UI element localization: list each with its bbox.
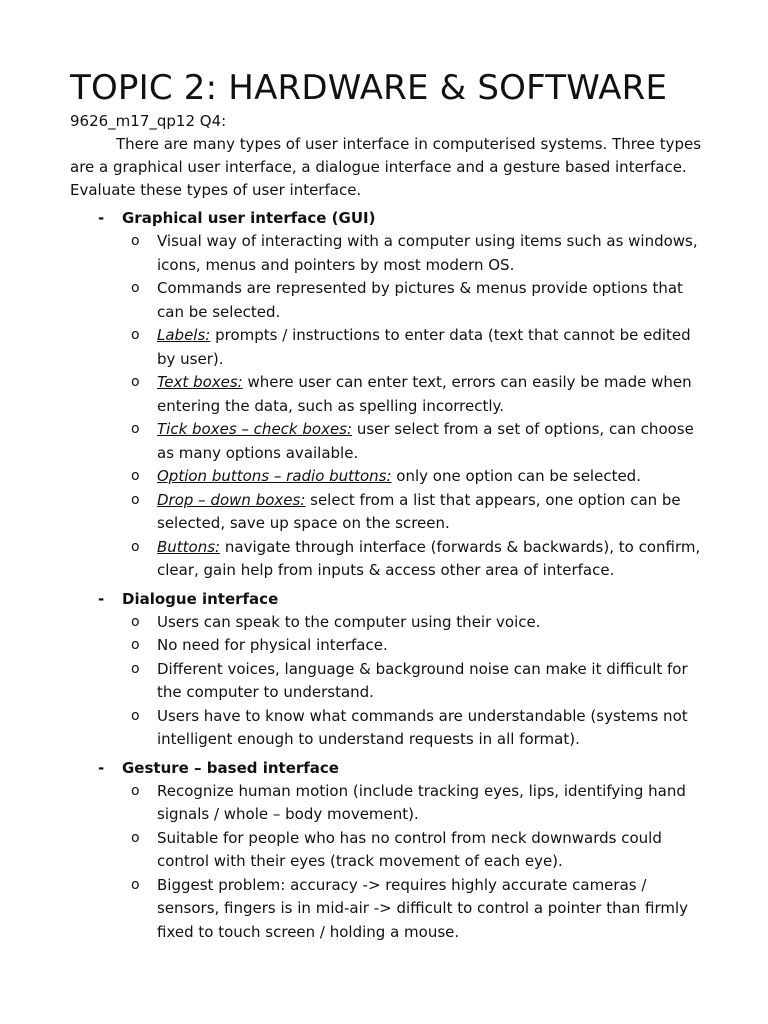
circle-bullet-icon: o: [131, 707, 140, 724]
question-reference: 9626_m17_qp12 Q4:: [70, 112, 227, 130]
circle-bullet-icon: o: [131, 829, 140, 846]
dash-bullet-icon: -: [98, 209, 105, 227]
circle-bullet-icon: o: [131, 468, 140, 484]
circle-bullet-icon: o: [131, 876, 140, 893]
point-text: where user can enter text, errors can easily be made when entering the data, such as spelling incorrectly.: [157, 373, 692, 415]
point-text: user select from a set of options, can choose as many options available.: [157, 420, 694, 462]
term-label: Tick boxes – check boxes:: [157, 420, 353, 438]
list-item: [70, 780, 710, 827]
circle-bullet-icon: o: [131, 233, 140, 249]
point-text: Recognize human motion (include tracking eyes, lips, identifying hand signals / whole – body movement).: [157, 781, 686, 823]
point-text: Different voices, language & background noise can make it difficult for the computer to understand.: [157, 659, 688, 701]
list-item: [70, 277, 710, 324]
list-item: [70, 827, 710, 874]
section-heading-text: Dialogue interface: [122, 589, 279, 608]
answer-section: [70, 207, 710, 583]
list-item: [70, 874, 710, 945]
point-list: [70, 230, 710, 583]
list-item: [70, 705, 710, 752]
term-label: Labels:: [157, 326, 211, 344]
term-label: Drop – down boxes:: [157, 490, 306, 509]
section-heading: [70, 757, 710, 780]
term-label: Buttons:: [157, 537, 221, 556]
circle-bullet-icon: o: [131, 637, 140, 653]
point-text: Commands are represented by pictures & menus provide options that can be selected.: [157, 279, 683, 321]
point-list: [70, 611, 710, 752]
question-text: There are many types of user interface in computerised systems. Three types are a graphical user interface, a dialogue interface and a gesture based interface. Evaluate these types of user interface.: [70, 135, 702, 199]
point-text: Users have to know what commands are understandable (systems not intelligent enough to understand requests in all format).: [157, 706, 688, 748]
circle-bullet-icon: o: [131, 660, 140, 677]
point-list: [70, 780, 710, 945]
circle-bullet-icon: o: [131, 538, 140, 555]
point-text: only one option can be selected.: [391, 467, 641, 485]
answer-sections: [70, 207, 710, 944]
circle-bullet-icon: o: [131, 374, 140, 390]
point-text: Visual way of interacting with a computer using items such as windows, icons, menus and pointers by most modern OS.: [157, 232, 698, 274]
answer-section: [70, 588, 710, 752]
point-text: navigate through interface (forwards & backwards), to confirm, clear, gain help from inputs & access other area of interface.: [157, 537, 701, 579]
term-label: Option buttons – radio buttons:: [157, 467, 392, 485]
circle-bullet-icon: o: [131, 782, 140, 799]
circle-bullet-icon: o: [131, 421, 140, 437]
point-text: Users can speak to the computer using their voice.: [157, 612, 541, 631]
point-text: Suitable for people who has no control from neck downwards could control with their eyes (track movement of each eye).: [157, 828, 662, 870]
list-item: [70, 418, 710, 465]
circle-bullet-icon: o: [131, 280, 140, 296]
circle-bullet-icon: o: [131, 613, 140, 630]
circle-bullet-icon: o: [131, 491, 140, 508]
list-item: [70, 658, 710, 705]
answer-section: [70, 757, 710, 945]
point-text: Biggest problem: accuracy -> requires highly accurate cameras / sensors, fingers is in mid-air -> difficult to control a pointer than firmly fixed to touch screen / holding a mouse.: [157, 875, 689, 941]
section-heading: [70, 588, 710, 611]
section-heading-text: Gesture – based interface: [122, 758, 339, 777]
page-title: TOPIC 2: HARDWARE & SOFTWARE: [70, 68, 668, 108]
list-item: [70, 634, 710, 658]
circle-bullet-icon: o: [131, 327, 140, 343]
dash-bullet-icon: -: [98, 589, 105, 608]
list-item: [70, 230, 710, 277]
list-item: [70, 371, 710, 418]
term-label: Text boxes:: [157, 373, 243, 391]
list-item: [70, 324, 710, 371]
section-heading: [70, 207, 710, 230]
point-text: prompts / instructions to enter data (text that cannot be edited by user).: [157, 326, 691, 368]
dash-bullet-icon: -: [98, 758, 105, 777]
point-text: No need for physical interface.: [157, 636, 388, 654]
section-heading-text: Graphical user interface (GUI): [122, 209, 376, 227]
document-page: [70, 66, 710, 944]
list-item: [70, 465, 710, 489]
point-text: select from a list that appears, one option can be selected, save up space on the screen.: [157, 490, 681, 532]
list-item: [70, 489, 710, 536]
list-item: [70, 536, 710, 583]
list-item: [70, 611, 710, 635]
